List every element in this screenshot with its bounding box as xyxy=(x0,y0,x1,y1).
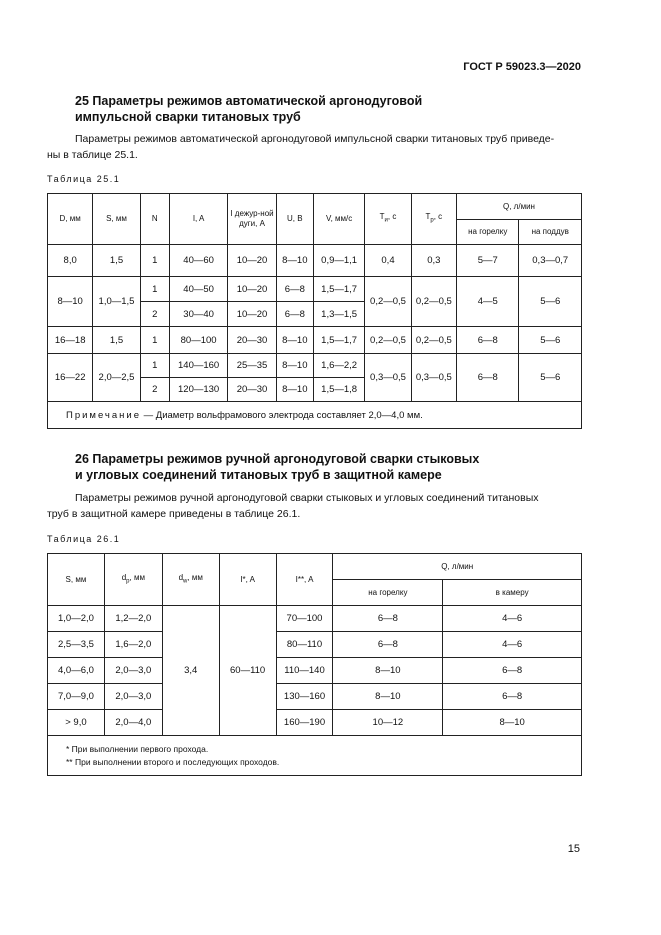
table-cell: 6—8 xyxy=(443,684,582,710)
table-cell: 1,5—1,8 xyxy=(313,378,364,402)
header-dw-subscript: w xyxy=(183,578,188,585)
table-cell: 6—8 xyxy=(333,632,443,658)
table-cell: 2,5—3,5 xyxy=(48,632,105,658)
table-cell: 2,0—2,5 xyxy=(93,354,140,402)
section-26-title-line1: 26 Параметры режимов ручной аргонодуговой сварки стыковых xyxy=(75,452,480,466)
header-dw-unit: , мм xyxy=(187,572,203,582)
table-cell: 4—6 xyxy=(443,606,582,632)
table-header-row xyxy=(48,554,582,580)
table-cell: 6—8 xyxy=(457,354,519,402)
header-S: S, мм xyxy=(48,554,105,606)
section-26-paragraph-line1: Параметры режимов ручной аргонодуговой сварки стыковых и угловых соединений титановых xyxy=(75,492,539,504)
header-Tp-subscript: р xyxy=(430,217,434,224)
table-row xyxy=(48,606,582,632)
table-cell: 10—20 xyxy=(228,302,276,327)
table-row xyxy=(48,327,582,354)
header-Ti xyxy=(365,194,411,245)
table-row xyxy=(48,684,582,710)
header-Q-torch: на горелку xyxy=(333,580,443,606)
section-26-paragraph xyxy=(47,490,581,522)
section-25-title-line2: импульсной сварки титановых труб xyxy=(75,110,301,124)
table-row xyxy=(48,632,582,658)
header-Q: Q, л/мин xyxy=(333,554,582,580)
table-cell: 16—22 xyxy=(48,354,93,402)
table-cell: 8—10 xyxy=(333,684,443,710)
table-cell: 2 xyxy=(140,302,169,327)
header-I-next-passes: I**, A xyxy=(276,554,333,606)
table-cell: > 9,0 xyxy=(48,710,105,736)
table-cell: 0,2—0,5 xyxy=(365,327,411,354)
footnote-next-passes: ** При выполнении второго и последующих проходов. xyxy=(66,756,280,767)
header-dw-symbol: d xyxy=(178,572,184,582)
table-cell: 25—35 xyxy=(228,354,276,378)
table-cell: 5—7 xyxy=(457,245,519,277)
table-cell: 1 xyxy=(140,245,169,277)
table-cell: 1 xyxy=(140,327,169,354)
table-cell: 8,0 xyxy=(48,245,93,277)
table-cell: 110—140 xyxy=(276,658,333,684)
header-Tp-symbol: T xyxy=(425,212,431,222)
table-cell: 6—8 xyxy=(333,606,443,632)
table-25-note xyxy=(48,402,582,429)
header-dp xyxy=(104,554,162,606)
header-Q-torch: на горелку xyxy=(457,220,519,245)
table-25-1 xyxy=(47,193,582,429)
table-cell: 2,0—4,0 xyxy=(104,710,162,736)
table-cell: 0,2—0,5 xyxy=(365,277,411,327)
header-dp-subscript: р xyxy=(126,578,130,585)
table-cell: 0,2—0,5 xyxy=(411,277,456,327)
table-cell: 1,5—1,7 xyxy=(313,277,364,302)
table-cell: 80—100 xyxy=(169,327,227,354)
table-row xyxy=(48,277,582,302)
table-cell: 140—160 xyxy=(169,354,227,378)
table-cell: 0,3—0,5 xyxy=(365,354,411,402)
table-cell: 5—6 xyxy=(519,277,582,327)
table-cell: 0,9—1,1 xyxy=(313,245,364,277)
header-V: V, мм/с xyxy=(313,194,364,245)
section-26-title xyxy=(75,451,479,483)
header-Tp-unit: , с xyxy=(433,212,443,222)
table-cell: 2 xyxy=(140,378,169,402)
table-cell: 40—60 xyxy=(169,245,227,277)
table-cell: 3,4 xyxy=(162,606,219,736)
table-cell: 20—30 xyxy=(228,327,276,354)
table-cell: 1,3—1,5 xyxy=(313,302,364,327)
table-cell: 10—12 xyxy=(333,710,443,736)
header-Q-backing: на поддув xyxy=(519,220,582,245)
table-cell: 7,0—9,0 xyxy=(48,684,105,710)
table-cell: 8—10 xyxy=(276,327,313,354)
table-cell: 6—8 xyxy=(443,658,582,684)
header-Tp xyxy=(411,194,456,245)
table-cell: 0,3 xyxy=(411,245,456,277)
table-cell: 60—110 xyxy=(219,606,276,736)
table-cell: 0,2—0,5 xyxy=(411,327,456,354)
document-standard-header: ГОСТ Р 59023.3—2020 xyxy=(463,61,581,73)
header-U: U, В xyxy=(276,194,313,245)
section-25-title-line1: 25 Параметры режимов автоматической аргонодуговой xyxy=(75,94,423,108)
header-D: D, мм xyxy=(48,194,93,245)
table-26-footnotes xyxy=(48,736,582,776)
table-cell: 1 xyxy=(140,354,169,378)
table-row xyxy=(48,658,582,684)
table-cell: 1,5 xyxy=(93,245,140,277)
footnote-first-pass: * При выполнении первого прохода. xyxy=(66,743,209,754)
table-cell: 0,4 xyxy=(365,245,411,277)
table-cell: 1,0—2,0 xyxy=(48,606,105,632)
table-row xyxy=(48,710,582,736)
header-S: S, мм xyxy=(93,194,140,245)
table-note-row xyxy=(48,402,582,429)
header-Q: Q, л/мин xyxy=(457,194,582,220)
header-N: N xyxy=(140,194,169,245)
section-25-title xyxy=(75,93,422,125)
table-cell: 8—10 xyxy=(48,277,93,327)
table-cell: 6—8 xyxy=(276,302,313,327)
table-cell: 8—10 xyxy=(443,710,582,736)
table-cell: 6—8 xyxy=(457,327,519,354)
table-cell: 1,0—1,5 xyxy=(93,277,140,327)
table-cell: 4,0—6,0 xyxy=(48,658,105,684)
table-cell: 16—18 xyxy=(48,327,93,354)
header-dp-symbol: d xyxy=(121,572,127,582)
table-26-1-caption: Таблица 26.1 xyxy=(47,534,121,544)
table-cell: 0,3—0,5 xyxy=(411,354,456,402)
table-cell: 8—10 xyxy=(276,245,313,277)
table-cell: 4—6 xyxy=(443,632,582,658)
table-cell: 70—100 xyxy=(276,606,333,632)
table-cell: 8—10 xyxy=(333,658,443,684)
table-cell: 20—30 xyxy=(228,378,276,402)
table-cell: 130—160 xyxy=(276,684,333,710)
table-cell: 1 xyxy=(140,277,169,302)
header-Q-chamber: в камеру xyxy=(443,580,582,606)
table-cell: 0,3—0,7 xyxy=(519,245,582,277)
header-Ti-subscript: и xyxy=(384,217,388,224)
header-dp-unit: , мм xyxy=(129,572,145,582)
page-number: 15 xyxy=(567,843,580,855)
table-footnote-row xyxy=(48,736,582,776)
section-25-paragraph-line2: ны в таблице 25.1. xyxy=(47,149,138,161)
table-cell: 160—190 xyxy=(276,710,333,736)
section-25-paragraph xyxy=(47,131,581,163)
table-cell: 1,2—2,0 xyxy=(104,606,162,632)
table-cell: 6—8 xyxy=(276,277,313,302)
table-cell: 4—5 xyxy=(457,277,519,327)
table-cell: 10—20 xyxy=(228,245,276,277)
table-row xyxy=(48,245,582,277)
table-cell: 2,0—3,0 xyxy=(104,658,162,684)
table-cell: 30—40 xyxy=(169,302,227,327)
table-cell: 8—10 xyxy=(276,378,313,402)
table-cell: 40—50 xyxy=(169,277,227,302)
table-cell: 5—6 xyxy=(519,327,582,354)
section-26-title-line2: и угловых соединений титановых труб в защитной камере xyxy=(75,468,442,482)
table-26-1 xyxy=(47,553,582,776)
table-cell: 1,5—1,7 xyxy=(313,327,364,354)
section-26-paragraph-line2: труб в защитной камере приведены в таблице 26.1. xyxy=(47,508,301,520)
header-I-first-pass: I*, A xyxy=(219,554,276,606)
table-cell: 2,0—3,0 xyxy=(104,684,162,710)
table-cell: 80—110 xyxy=(276,632,333,658)
header-Ti-unit: , с xyxy=(387,212,397,222)
table-cell: 120—130 xyxy=(169,378,227,402)
header-I: I, A xyxy=(169,194,227,245)
table-cell: 8—10 xyxy=(276,354,313,378)
table-row xyxy=(48,354,582,378)
table-cell: 10—20 xyxy=(228,277,276,302)
table-header-row xyxy=(48,194,582,220)
table-25-1-caption: Таблица 25.1 xyxy=(47,174,121,184)
header-Ti-symbol: T xyxy=(379,212,385,222)
note-label: Примечание xyxy=(66,409,141,421)
table-cell: 5—6 xyxy=(519,354,582,402)
table-cell: 1,5 xyxy=(93,327,140,354)
section-25-paragraph-line1: Параметры режимов автоматической аргонодуговой импульсной сварки титановых труб приведе- xyxy=(75,133,555,145)
header-dw xyxy=(162,554,219,606)
note-text: — Диаметр вольфрамового электрода составляет 2,0—4,0 мм. xyxy=(141,409,423,421)
header-I-duty-arc: I дежур-ной дуги, А xyxy=(228,194,276,245)
table-cell: 1,6—2,0 xyxy=(104,632,162,658)
table-cell: 1,6—2,2 xyxy=(313,354,364,378)
